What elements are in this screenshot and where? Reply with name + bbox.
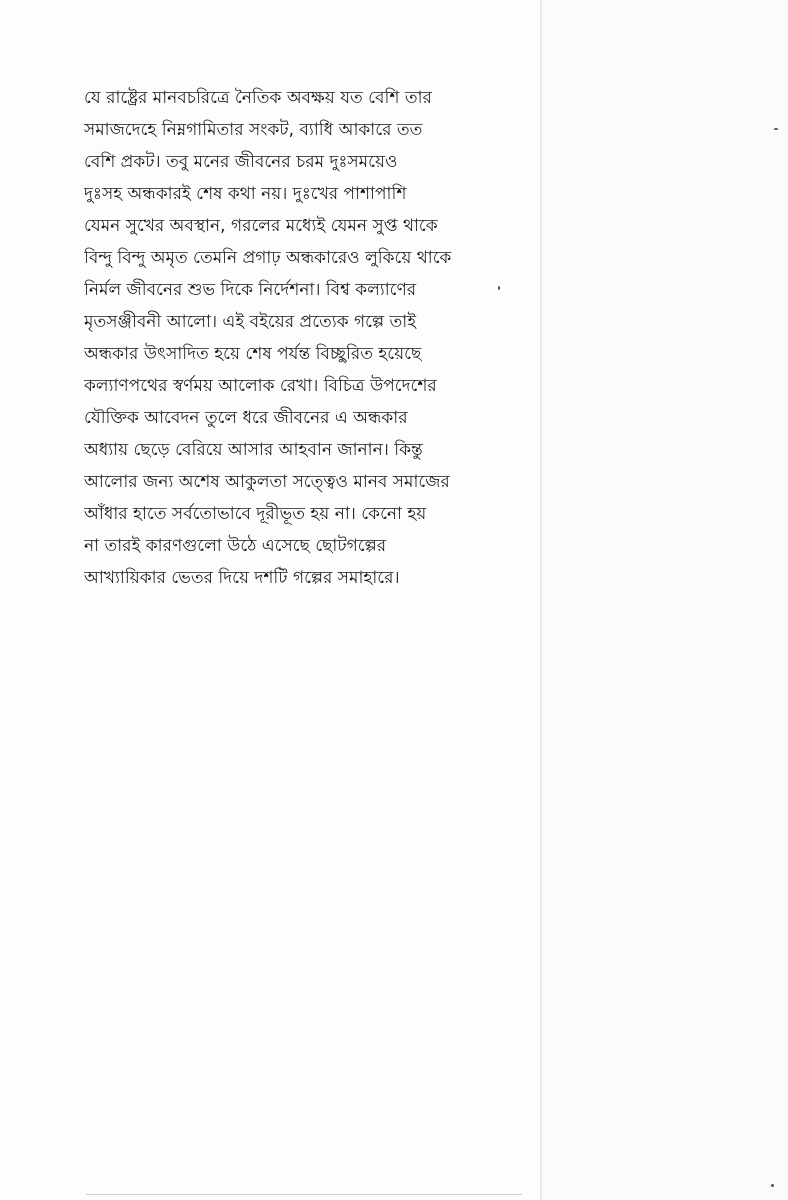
bottom-edge-line [86, 1194, 522, 1195]
blurb-line: যেমন সুখের অবস্থান, গরলের মধ্যেই যেমন সুপ্ত থাকে [84, 216, 438, 236]
blurb-line: আঁধার হাতে সর্বতোভাবে দূরীভূত হয় না। কেনো হয় [84, 504, 427, 524]
scan-speck [774, 128, 778, 130]
blurb-line: মৃতসঞ্জীবনী আলো। এই বইয়ের প্রত্যেক গল্পে তাই [84, 312, 417, 332]
right-panel [542, 0, 788, 1200]
blurb-line: বিন্দু বিন্দু অমৃত তেমনি প্রগাঢ় অন্ধকারেও লুকিয়ে থাকে [84, 248, 452, 268]
blurb-line: দুঃসহ অন্ধকারই শেষ কথা নয়। দুঃখের পাশাপাশি [84, 184, 407, 204]
blurb-line: যৌক্তিক আবেদন তুলে ধরে জীবনের এ অন্ধকার [84, 408, 408, 428]
blurb-line: না তারই কারণগুলো উঠে এসেছে ছোটগল্পের [84, 536, 387, 556]
blurb-line: নির্মল জীবনের শুভ দিকে নির্দেশনা। বিশ্ব কল্যাণের [84, 280, 417, 300]
blurb-line: অন্ধকার উৎসাদিত হয়ে শেষ পর্যন্ত বিচ্ছুরিত হয়েছে [84, 344, 422, 364]
scan-speck [771, 1184, 774, 1187]
blurb-line: যে রাষ্ট্রের মানবচরিত্রে নৈতিক অবক্ষয় যত বেশি তার [84, 88, 432, 108]
blurb-line: সমাজদেহে নিম্নগামিতার সংকট, ব্যাধি আকারে তত [84, 120, 423, 140]
blurb-line: অধ্যায় ছেড়ে বেরিয়ে আসার আহবান জানান। কিন্তু [84, 440, 423, 460]
blurb-line: বেশি প্রকট। তবু মনের জীবনের চরম দুঃসময়েও [84, 152, 398, 172]
blurb-line: আলোর জন্য অশেষ আকুলতা সত্ত্বেও মানব সমাজের [84, 472, 450, 492]
blurb-text [84, 82, 534, 594]
scan-speck [498, 286, 500, 290]
blurb-line: আখ্যায়িকার ভেতর দিয়ে দশটি গল্পের সমাহারে। [84, 568, 400, 588]
blurb-line: কল্যাণপথের স্বর্ণময় আলোক রেখা। বিচিত্র উপদেশের [84, 376, 437, 396]
